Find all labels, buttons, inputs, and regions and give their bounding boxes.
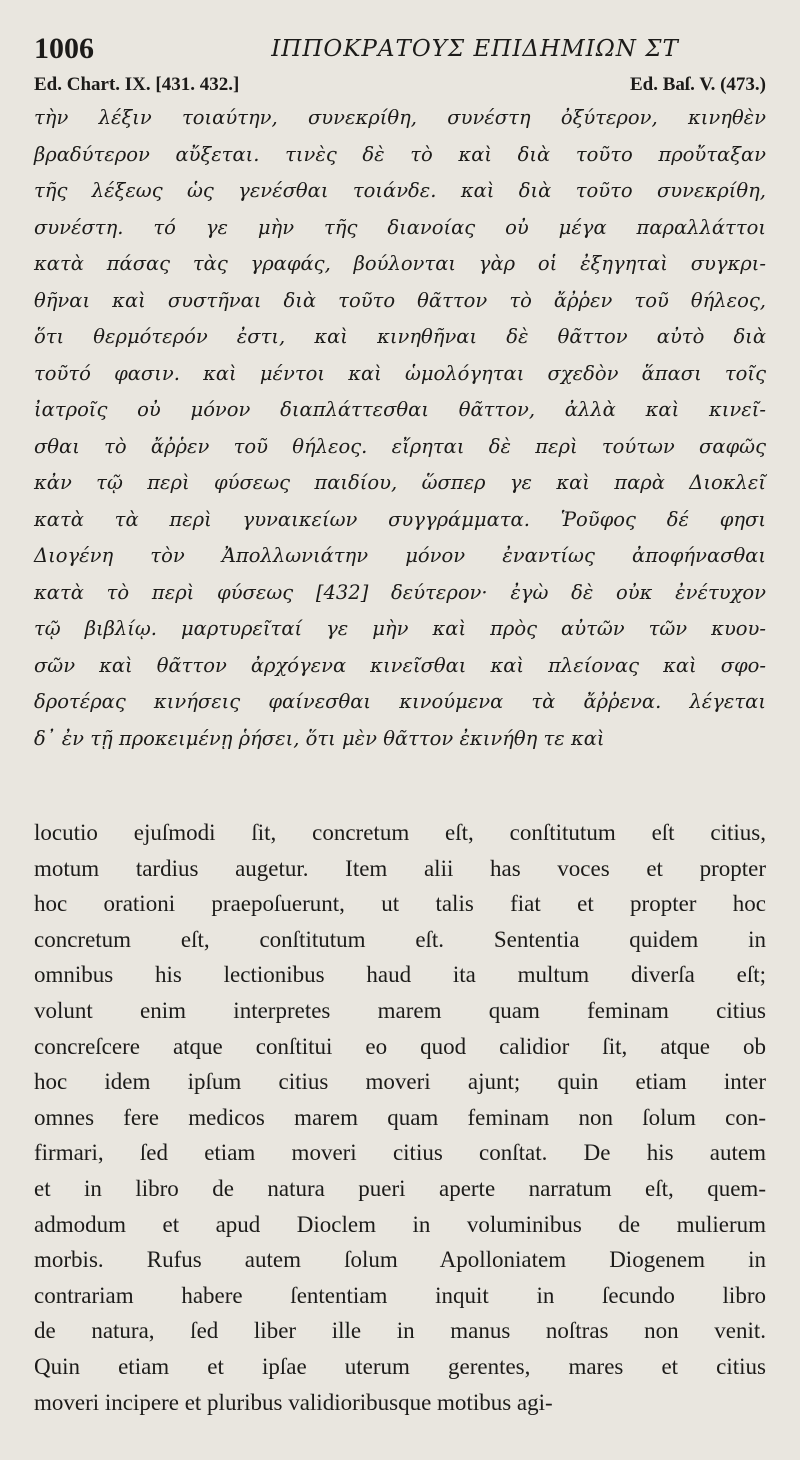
greek-line: συνέστη. τό γε μὴν τῆς διανοίας οὐ μέγα παραλλάττοι [34,215,766,239]
edition-references [34,72,766,98]
greek-line: ὅτι θερμότερόν ἐστι, καὶ κινηθῆναι δὲ θᾶττον αὐτὸ διὰ [34,325,766,348]
greek-line: κατὰ τὰ περὶ γυναικείων συγγράμματα. Ῥοῦφος δέ φησι [34,507,766,531]
greek-line: τῆς λέξεως ὡς γενέσθαι τοιάνδε. καὶ διὰ τοῦτο συνεκρίθη, [34,179,766,202]
greek-line: δροτέρας κινήσεις φαίνεσθαι κινούμενα τὰ ἄῤῥενα. λέγεται [34,690,766,713]
greek-line: βραδύτερον αὔξεται. τινὲς δὲ τὸ καὶ διὰ τοῦτο προὔταξαν [34,142,766,166]
greek-line: Διογένη τὸν Ἀπολλωνιάτην μόνον ἐναντίως ἀποφήνασθαι [34,544,766,567]
greek-line: σθαι τὸ ἄῤῥεν τοῦ θήλεος. εἴρηται δὲ περὶ τούτων σαφῶς [34,434,766,458]
greek-text-block [34,100,766,757]
latin-line: omnibus his lectionibus haud ita multum diverſa eſt; [34,962,766,988]
greek-line: δ᾽ ἐν τῇ προκειμένῃ ῥήσει, ὅτι μὲν θᾶττον ἐκινήθη τε καὶ [34,726,605,750]
greek-line: θῆναι καὶ συστῆναι διὰ τοῦτο θᾶττον τὸ ἄῤῥεν τοῦ θήλεος, [34,288,766,312]
edition-chart-ref: Ed. Chart. IX. [431. 432.] [34,74,240,95]
latin-line: concretum eſt, conſtitutum eſt. Sententia quidem in [34,926,766,952]
latin-text-block [34,815,766,1420]
latin-line: de natura, ſed liber ille in manus noſtras non venit. [34,1318,766,1344]
greek-line: τῷ βιβλίῳ. μαρτυρεῖταί γε μὴν καὶ πρὸς αὐτῶν τῶν κυου- [34,617,766,640]
latin-line: et in libro de natura pueri aperte narratum eſt, quem- [34,1175,766,1201]
latin-line: morbis. Rufus autem ſolum Apolloniatem Diogenem in [34,1247,766,1273]
greek-line: ἰατροῖς οὐ μόνον διαπλάττεσθαι θᾶττον, ἀλλὰ καὶ κινεῖ- [34,398,766,421]
latin-line: hoc idem ipſum citius moveri ajunt; quin etiam inter [34,1069,766,1095]
latin-line: contrariam habere ſententiam inquit in ſecundo libro [34,1282,766,1308]
greek-line: τὴν λέξιν τοιαύτην, συνεκρίθη, συνέστη ὀξύτερον, κινηθὲν [34,106,766,129]
latin-line: volunt enim interpretes marem quam feminam citius [34,997,766,1023]
latin-line: firmari, ſed etiam moveri citius conſtat. De his autem [34,1140,766,1166]
greek-line: σῶν καὶ θᾶττον ἀρχόγενα κινεῖσθαι καὶ πλείονας καὶ σφο- [34,653,766,677]
latin-line: motum tardius augetur. Item alii has voces et propter [34,855,766,881]
latin-line: admodum et apud Dioclem in voluminibus de mulierum [34,1211,766,1237]
latin-line: locutio ejuſmodi ſit, concretum eſt, conſtitutum eſt citius, [34,820,766,845]
latin-line: hoc orationi praepoſuerunt, ut talis fiat et propter hoc [34,891,766,917]
running-title: ΙΠΠΟΚΡΑΤΟΥΣ ΕΠΙΔΗΜΙΩΝ ΣΤ [271,36,679,62]
latin-line: omnes fere medicos marem quam feminam non ſolum con- [34,1104,766,1130]
latin-line: moveri incipere et pluribus validioribusque motibus agi- [34,1389,553,1415]
greek-line: κατὰ πάσας τὰς γραφάς, βούλονται γὰρ οἱ ἐξηγηταὶ συγκρι- [34,252,766,275]
page-number: 1006 [34,32,94,65]
latin-line: Quin etiam et ipſae uterum gerentes, mares et citius [34,1353,766,1379]
running-head [34,30,766,70]
greek-line: τοῦτό φασιν. καὶ μέντοι καὶ ὡμολόγηται σχεδὸν ἅπασι τοῖς [34,361,766,385]
greek-line: κἀν τῷ περὶ φύσεως παιδίου, ὥσπερ γε καὶ παρὰ Διοκλεῖ [34,471,766,494]
edition-basel-ref: Ed. Baſ. V. (473.) [629,74,766,95]
greek-line: κατὰ τὸ περὶ φύσεως [432] δεύτερον· ἐγὼ δὲ οὐκ ἐνέτυχον [34,580,766,604]
latin-line: concreſcere atque conſtitui eo quod calidior ſit, atque ob [34,1033,766,1059]
